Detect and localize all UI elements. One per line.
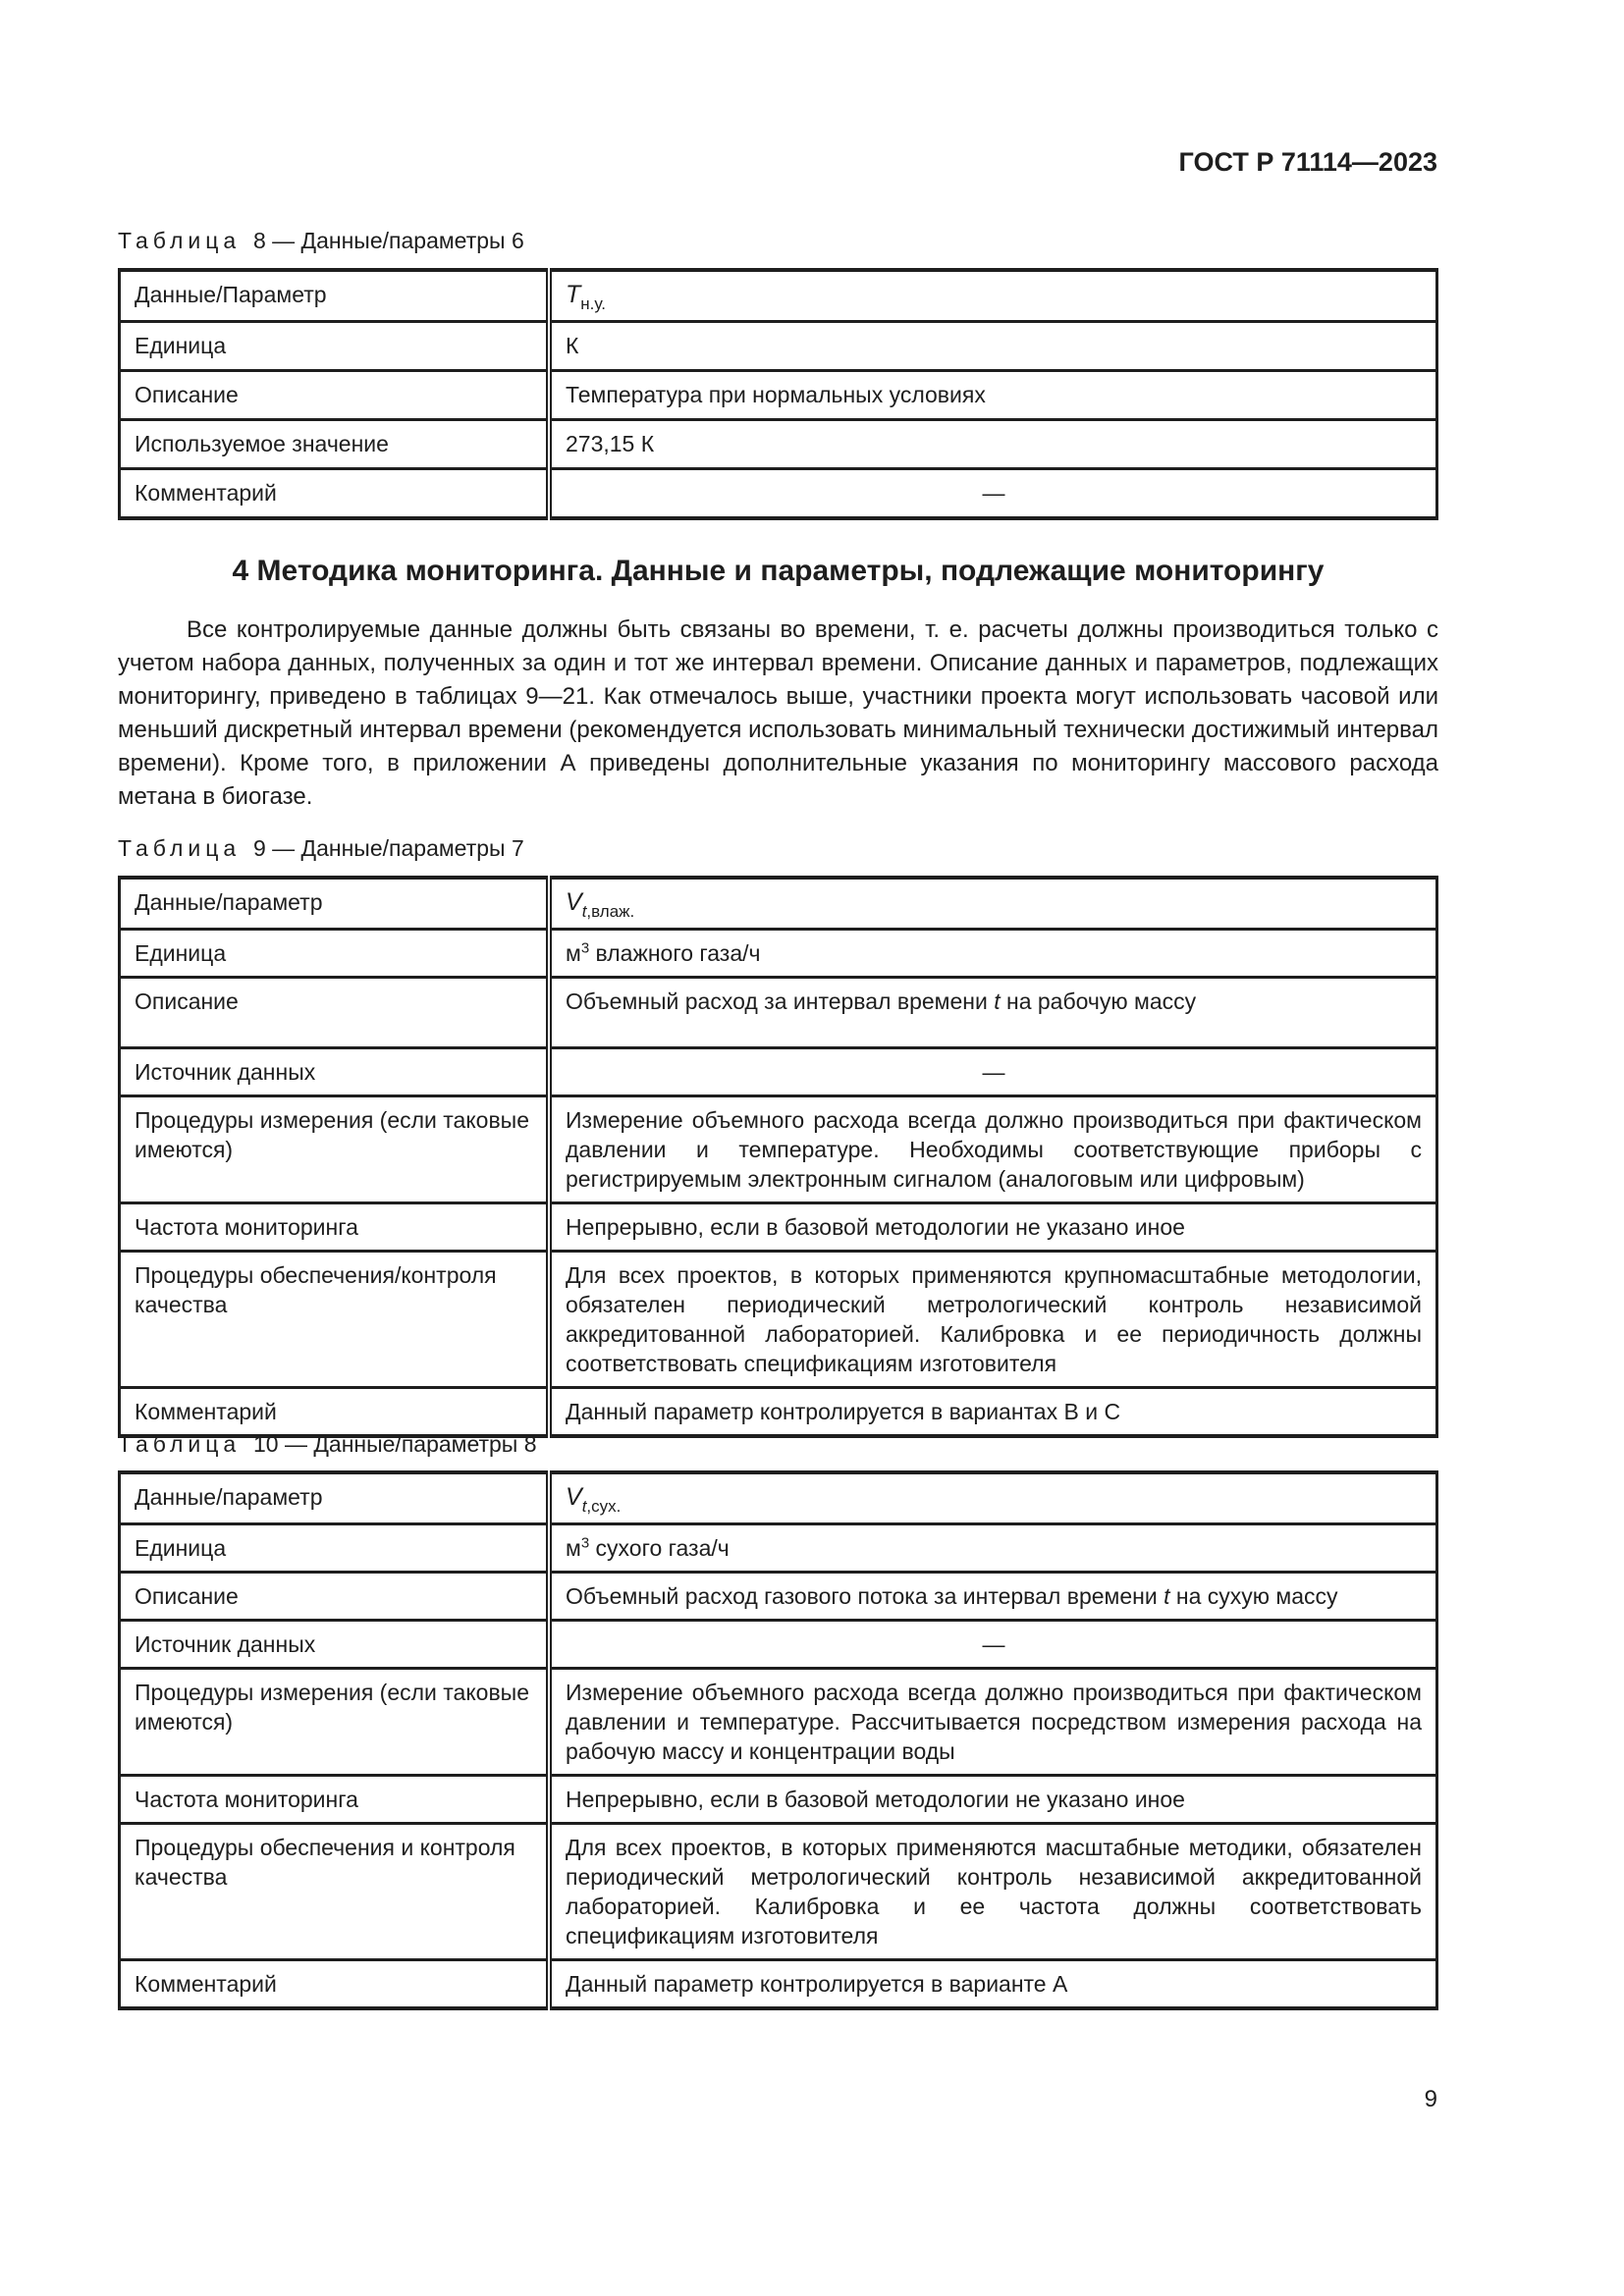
row-label: Частота мониторинга [120, 1203, 550, 1252]
row-label: Частота мониторинга [120, 1776, 550, 1824]
row-value: Данный параметр контролируется в варианте А [549, 1960, 1437, 2009]
row-value: Для всех проектов, в которых применяются масштабные методики, обязателен периодический метрологический контроль независимой аккредитованной лабораторией. Калибровка и ее частота должны соответствовать спецификациям изготовителя [549, 1824, 1437, 1960]
row-label: Источник данных [120, 1621, 550, 1669]
table-row [120, 1573, 1437, 1621]
row-value: — [549, 1621, 1437, 1669]
table-row [120, 878, 1437, 930]
parameter-symbol: $T_{н.у.}$ [549, 270, 1437, 322]
row-value: Температура при нормальных условиях [549, 371, 1437, 420]
table-row [120, 1776, 1437, 1824]
table-row [120, 420, 1437, 469]
row-value: Непрерывно, если в базовой методологии не указано иное [549, 1776, 1437, 1824]
caption-word: Таблица [118, 835, 242, 861]
table-9-caption [118, 835, 524, 862]
table-row [120, 469, 1437, 518]
row-label: Комментарий [120, 469, 550, 518]
unit-value: $м^3$ сухого газа/ч [549, 1524, 1437, 1573]
row-label: Комментарий [120, 1960, 550, 2009]
table-row [120, 1960, 1437, 2009]
row-label: Данные/Параметр [120, 270, 550, 322]
table-row [120, 1388, 1437, 1437]
row-label: Единица [120, 1524, 550, 1573]
caption-word: Таблица [118, 228, 242, 253]
row-value: Непрерывно, если в базовой методологии не указано иное [549, 1203, 1437, 1252]
row-value: Измерение объемного расхода всегда должно производиться при фактическом давлении и температуре. Рассчитывается посредством измерения расхода на рабочую массу и концентрации воды [549, 1669, 1437, 1776]
table-row [120, 322, 1437, 371]
parameter-symbol: $V_{t,влаж.}$ [549, 878, 1437, 930]
table-row [120, 978, 1437, 1048]
table-row [120, 1203, 1437, 1252]
table-row [120, 1252, 1437, 1388]
row-label: Используемое значение [120, 420, 550, 469]
table-row [120, 1824, 1437, 1960]
row-label: Единица [120, 930, 550, 978]
row-label: Комментарий [120, 1388, 550, 1437]
row-value: Объемный расход за интервал времени t на рабочую массу [549, 978, 1437, 1048]
row-label: Источник данных [120, 1048, 550, 1096]
table-row [120, 930, 1437, 978]
page-number: 9 [1424, 2086, 1437, 2112]
row-label: Процедуры измерения (если таковые имеются) [120, 1096, 550, 1203]
table-8-caption [118, 228, 524, 254]
table-10 [118, 1470, 1438, 2010]
row-label: Процедуры обеспечения и контроля качества [120, 1824, 550, 1960]
row-label: Процедуры измерения (если таковые имеются) [120, 1669, 550, 1776]
row-label: Описание [120, 978, 550, 1048]
table-row [120, 1048, 1437, 1096]
row-label: Описание [120, 1573, 550, 1621]
row-value: — [549, 1048, 1437, 1096]
parameter-symbol: $V_{t,сух.}$ [549, 1472, 1437, 1524]
table-row [120, 1669, 1437, 1776]
row-value: Для всех проектов, в которых применяются крупномасштабные методологии, обязателен периодический метрологический контроль независимой аккредитованной лабораторией. Калибровка и ее периодичность должны соответствовать спецификациям изготовителя [549, 1252, 1437, 1388]
caption-text: 8 — Данные/параметры 6 [252, 228, 524, 253]
table-9 [118, 876, 1438, 1438]
caption-text: 10 — Данные/параметры 8 [252, 1431, 537, 1457]
row-value: — [549, 469, 1437, 518]
table-8 [118, 268, 1438, 520]
row-label: Процедуры обеспечения/контроля качества [120, 1252, 550, 1388]
row-label: Данные/параметр [120, 1472, 550, 1524]
caption-text: 9 — Данные/параметры 7 [252, 835, 524, 861]
row-label: Данные/параметр [120, 878, 550, 930]
row-value: Измерение объемного расхода всегда должно производиться при фактическом давлении и температуре. Необходимы соответствующие приборы с регистрируемым электронным сигналом (аналоговым или цифровым) [549, 1096, 1437, 1203]
section-paragraph: Все контролируемые данные должны быть связаны во времени, т. е. расчеты должны производиться только с учетом набора данных, полученных за один и тот же интервал времени. Описание данных и параметров, подлежащих мониторингу, приведено в таблицах 9—21. Как отмечалось выше, участники проекта могут использовать часовой или меньший дискретный интервал времени (рекомендуется использовать минимальный технически достижимый интервал времени). Кроме того, в приложении А приведены дополнительные указания по мониторингу массового расхода метана в биогазе. [118, 616, 1438, 810]
table-row [120, 270, 1437, 322]
table-10-caption [118, 1431, 537, 1458]
table-row [120, 1096, 1437, 1203]
row-value: 273,15 К [549, 420, 1437, 469]
table-row [120, 1621, 1437, 1669]
table-row [120, 1524, 1437, 1573]
table-row [120, 1472, 1437, 1524]
row-label: Единица [120, 322, 550, 371]
document-designation: ГОСТ Р 71114—2023 [1178, 147, 1437, 177]
caption-word: Таблица [118, 1431, 242, 1457]
row-value: К [549, 322, 1437, 371]
table-row [120, 371, 1437, 420]
section-heading: 4 Методика мониторинга. Данные и параметры, подлежащие мониторингу [232, 555, 1325, 587]
row-label: Описание [120, 371, 550, 420]
unit-value: $м^3$ влажного газа/ч [549, 930, 1437, 978]
row-value: Объемный расход газового потока за интервал времени t на сухую массу [549, 1573, 1437, 1621]
row-value: Данный параметр контролируется в вариантах В и С [549, 1388, 1437, 1437]
